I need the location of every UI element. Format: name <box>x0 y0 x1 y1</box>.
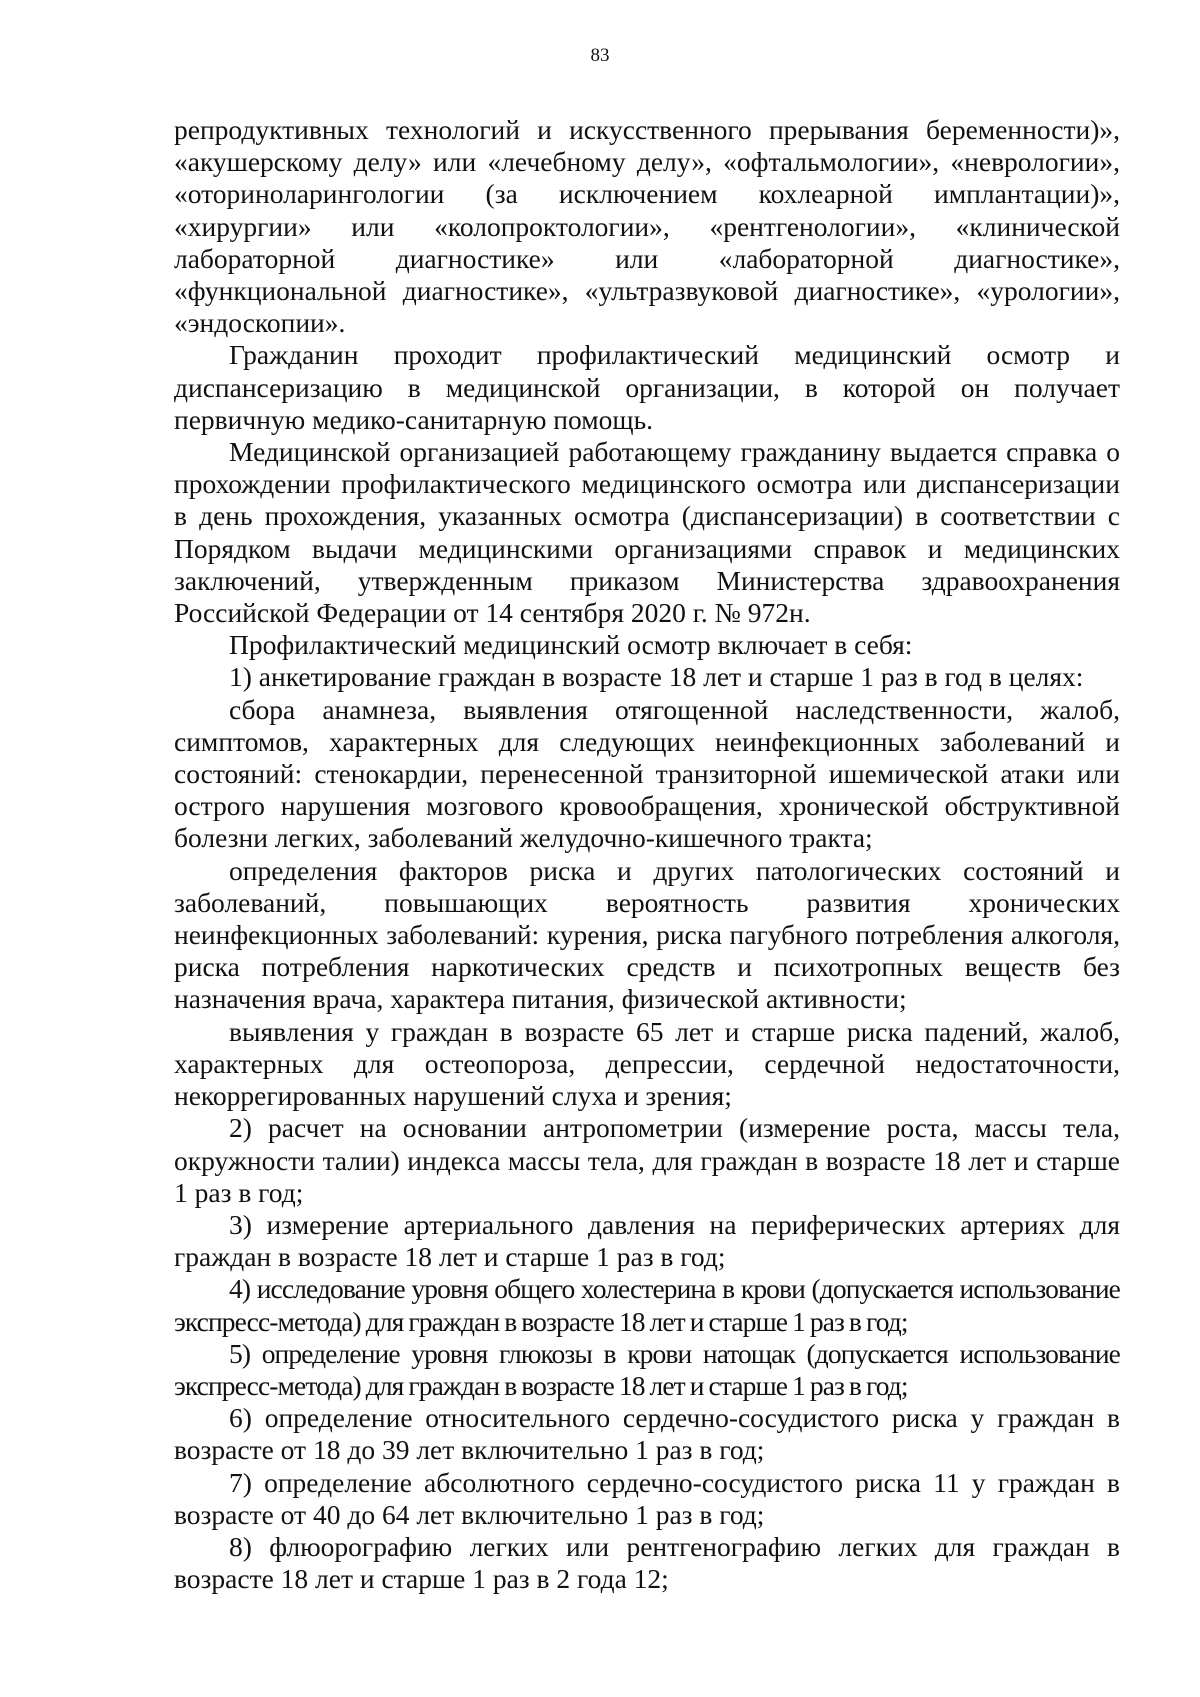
paragraph-exam-includes: Профилактический медицинский осмотр включает в себя: <box>229 629 913 661</box>
paragraph-certificate: Медицинской организацией работающему гражданину выдается справка о прохождении профилактического медицинского осмотра или диспансеризации в день прохождения, указанных осмотра (диспансеризации) в соответствии с Порядком выдачи медицинскими организациями справок и медицинских заключений, утвержденным приказом Министерства здравоохранения Российской Федерации от 14 сентября 2020 г. № 972н. <box>174 436 1120 629</box>
list-item-2: 2) расчет на основании антропометрии (измерение роста, массы тела, окружности талии) индекса массы тела, для граждан в возрасте 18 лет и старше 1 раз в год; <box>174 1112 1120 1208</box>
list-item-3: 3) измерение артериального давления на периферических артериях для граждан в возрасте 18 лет и старше 1 раз в год; <box>174 1208 1120 1273</box>
list-item-1: 1) анкетирование граждан в возрасте 18 лет и старше 1 раз в год в целях: <box>229 661 1084 693</box>
paragraph-risk-factors: определения факторов риска и других патологических состояний и заболеваний, повышающих вероятность развития хронических неинфекционных заболеваний: курения, риска пагубного потребления алкоголя, риска потребления наркотических средств и психотропных веществ без назначения врача, характера питания, физической активности; <box>174 854 1120 1015</box>
paragraph-continuation: репродуктивных технологий и искусственного прерывания беременности)», «акушерскому делу» или «лечебному делу», «офтальмологии», «неврологии», «оториноларингологии (за исключением кохлеарной имплантации)», «хирургии» или «колопроктологии», «рентгенологии», «клинической лабораторной диагностике» или «лабораторной диагностике», «функциональной диагностике», «ультразвуковой диагностике», «урологии», «эндоскопии». <box>174 114 1120 339</box>
list-item-6: 6) определение относительного сердечно-сосудистого риска у граждан в возрасте от 18 до 39 лет включительно 1 раз в год; <box>174 1402 1120 1466</box>
list-item-8: 8) флюорографию легких или рентгенографию легких для граждан в возрасте 18 лет и старше 1 раз в 2 года 12; <box>174 1530 1120 1595</box>
list-item-4: 4) исследование уровня общего холестерина в крови (допускается использование экспресс-метода) для граждан в возрасте 18 лет и старше 1 раз в год; <box>174 1273 1120 1337</box>
paragraph-exam-location: Гражданин проходит профилактический медицинский осмотр и диспансеризацию в медицинской организации, в которой он получает первичную медико-санитарную помощь. <box>174 339 1120 435</box>
list-item-7: 7) определение абсолютного сердечно-сосудистого риска 11 у граждан в возрасте от 40 до 64 лет включительно 1 раз в год; <box>174 1466 1120 1530</box>
page-number: 83 <box>590 45 610 66</box>
paragraph-falls-risk: выявления у граждан в возрасте 65 лет и старше риска падений, жалоб, характерных для остеопороза, депрессии, сердечной недостаточности, некоррегированных нарушений слуха и зрения; <box>174 1015 1120 1112</box>
paragraph-anamnesis: сбора анамнеза, выявления отягощенной наследственности, жалоб, симптомов, характерных для следующих неинфекционных заболеваний и состояний: стенокардии, перенесенной транзиторной ишемической атаки или острого нарушения мозгового кровообращения, хронической обструктивной болезни легких, заболеваний желудочно-кишечного тракта; <box>174 693 1120 854</box>
list-item-5: 5) определение уровня глюкозы в крови натощак (допускается использование экспресс-метода) для граждан в возрасте 18 лет и старше 1 раз в год; <box>174 1337 1120 1401</box>
document-body <box>174 114 1120 1595</box>
